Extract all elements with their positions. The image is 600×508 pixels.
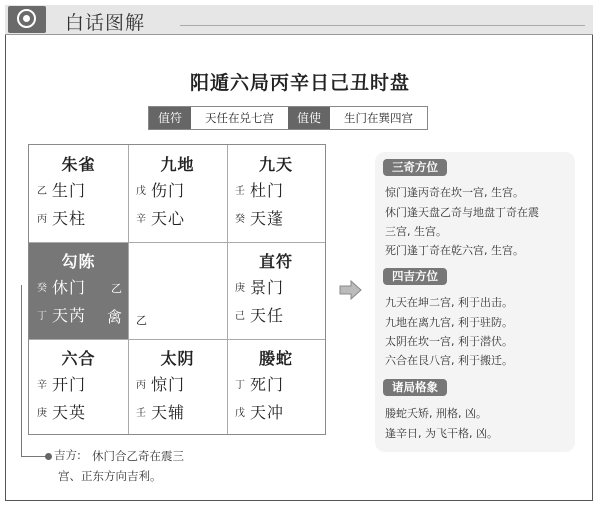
note-text-line1: 休门合乙奇在震三 <box>92 449 184 463</box>
palace-row <box>37 372 86 396</box>
palace-god: 九地 <box>160 155 195 174</box>
palace-top-mid <box>128 145 227 242</box>
star: 天心 <box>151 209 186 228</box>
stem: 辛 <box>136 214 146 225</box>
panel-line: 逢辛日, 为飞干格, 凶。 <box>385 427 498 440</box>
palace-mid-left <box>29 242 128 339</box>
grid-line <box>227 145 228 434</box>
palace-god: 朱雀 <box>61 155 96 174</box>
palace-center <box>128 242 227 339</box>
grid-line <box>128 145 129 434</box>
palace-row <box>235 372 284 396</box>
panel-line: 六合在艮八宫, 利于搬迁。 <box>385 354 513 367</box>
gate: 杜门 <box>250 181 285 200</box>
palace-row <box>235 303 284 327</box>
palace-god: 九天 <box>258 155 293 174</box>
siji-heading: 四吉方位 <box>383 268 447 285</box>
star: 天冲 <box>250 403 285 422</box>
panel-line: 惊门逢丙奇在坎一宫, 生宫。 <box>385 186 524 199</box>
palace-row <box>37 303 86 327</box>
star: 天任 <box>250 306 285 325</box>
palace-bot-left <box>29 339 128 434</box>
panel-line: 三宫, 生宫。 <box>385 225 447 238</box>
star: 天蓬 <box>250 209 285 228</box>
gate: 伤门 <box>151 181 186 200</box>
palace-mid-right <box>227 242 325 339</box>
stem: 辛 <box>37 380 47 391</box>
panel-line: 九地在离九宫, 利于驻防。 <box>385 316 513 329</box>
palace-god: 媵蛇 <box>258 349 293 368</box>
grid-line <box>29 339 325 340</box>
palace-top-right <box>227 145 325 242</box>
note-label: 吉方: <box>54 448 81 462</box>
stem: 丙 <box>37 214 47 225</box>
palace-god: 勾陈 <box>61 252 96 271</box>
panel-line: 太阴在坎一宫, 利于潜伏。 <box>385 335 513 348</box>
palace-row <box>37 275 86 299</box>
palace-grid <box>28 144 326 435</box>
analysis-panel <box>375 152 575 452</box>
stem: 丁 <box>235 380 245 391</box>
stem: 癸 <box>37 283 47 294</box>
palace-row <box>136 206 185 230</box>
stem: 戊 <box>235 408 245 419</box>
palace-row <box>37 178 86 202</box>
callout-dot-icon <box>45 453 52 460</box>
stem: 丙 <box>136 380 146 391</box>
palace-row <box>136 372 185 396</box>
callout-line <box>21 285 22 457</box>
center-stem: 乙 <box>136 314 147 327</box>
gate: 惊门 <box>151 375 186 394</box>
extra-star: 禽 <box>107 308 123 326</box>
palace-row <box>37 400 86 424</box>
palace-row <box>235 275 284 299</box>
gate: 景门 <box>250 278 285 297</box>
panel-line: 休门逢天盘乙奇与地盘丁奇在震 <box>385 206 539 219</box>
palace-row <box>235 178 284 202</box>
header-rule <box>180 25 585 26</box>
stem: 乙 <box>37 186 47 197</box>
palace-row <box>136 178 185 202</box>
palace-god: 直符 <box>258 252 293 271</box>
chart-title: 阳遁六局丙辛日己丑时盘 <box>189 72 410 94</box>
grid-line <box>29 242 325 243</box>
palace-row <box>136 400 185 424</box>
header-title: 白话图解 <box>65 12 146 34</box>
gate: 生门 <box>52 181 87 200</box>
stem: 丁 <box>37 311 47 322</box>
panel-line: 死门逢丁奇在乾六宫, 生宫。 <box>385 244 524 257</box>
stem: 癸 <box>235 214 245 225</box>
logo-icon <box>8 6 46 33</box>
gate: 死门 <box>250 375 285 394</box>
palace-row <box>235 400 284 424</box>
geju-heading: 诸局格象 <box>383 379 447 396</box>
stem: 戊 <box>136 186 146 197</box>
palace-god: 太阴 <box>160 349 195 368</box>
star: 天英 <box>52 403 87 422</box>
star: 天芮 <box>52 306 87 325</box>
palace-god: 六合 <box>61 349 96 368</box>
zhishi-value: 生门在巽四宫 <box>330 107 427 129</box>
panel-line: 媵蛇夭矫, 刑格, 凶。 <box>385 407 487 420</box>
palace-bot-right <box>227 339 325 434</box>
stem: 庚 <box>235 283 245 294</box>
stem: 己 <box>235 311 245 322</box>
stem: 壬 <box>235 186 245 197</box>
callout-line <box>21 456 47 457</box>
zhishi-label: 值使 <box>288 107 330 129</box>
star: 天辅 <box>151 403 186 422</box>
arrow-right-icon <box>338 280 362 300</box>
gate: 开门 <box>52 375 87 394</box>
info-bar <box>148 106 428 130</box>
header-bar <box>5 5 593 35</box>
zhifu-label: 值符 <box>149 107 191 129</box>
palace-row <box>235 206 284 230</box>
zhifu-value: 天任在兑七宫 <box>191 107 288 129</box>
note-text-line2: 宫、正东方向吉利。 <box>58 469 162 483</box>
gate: 休门 <box>52 278 87 297</box>
stem: 庚 <box>37 408 47 419</box>
palace-top-left <box>29 145 128 242</box>
palace-bot-mid <box>128 339 227 434</box>
sanqi-heading: 三奇方位 <box>383 159 447 176</box>
palace-row <box>37 206 86 230</box>
panel-line: 九天在坤二宫, 利于出击。 <box>385 296 513 309</box>
stem: 壬 <box>136 408 146 419</box>
extra-stem: 乙 <box>111 282 122 295</box>
star: 天柱 <box>52 209 87 228</box>
